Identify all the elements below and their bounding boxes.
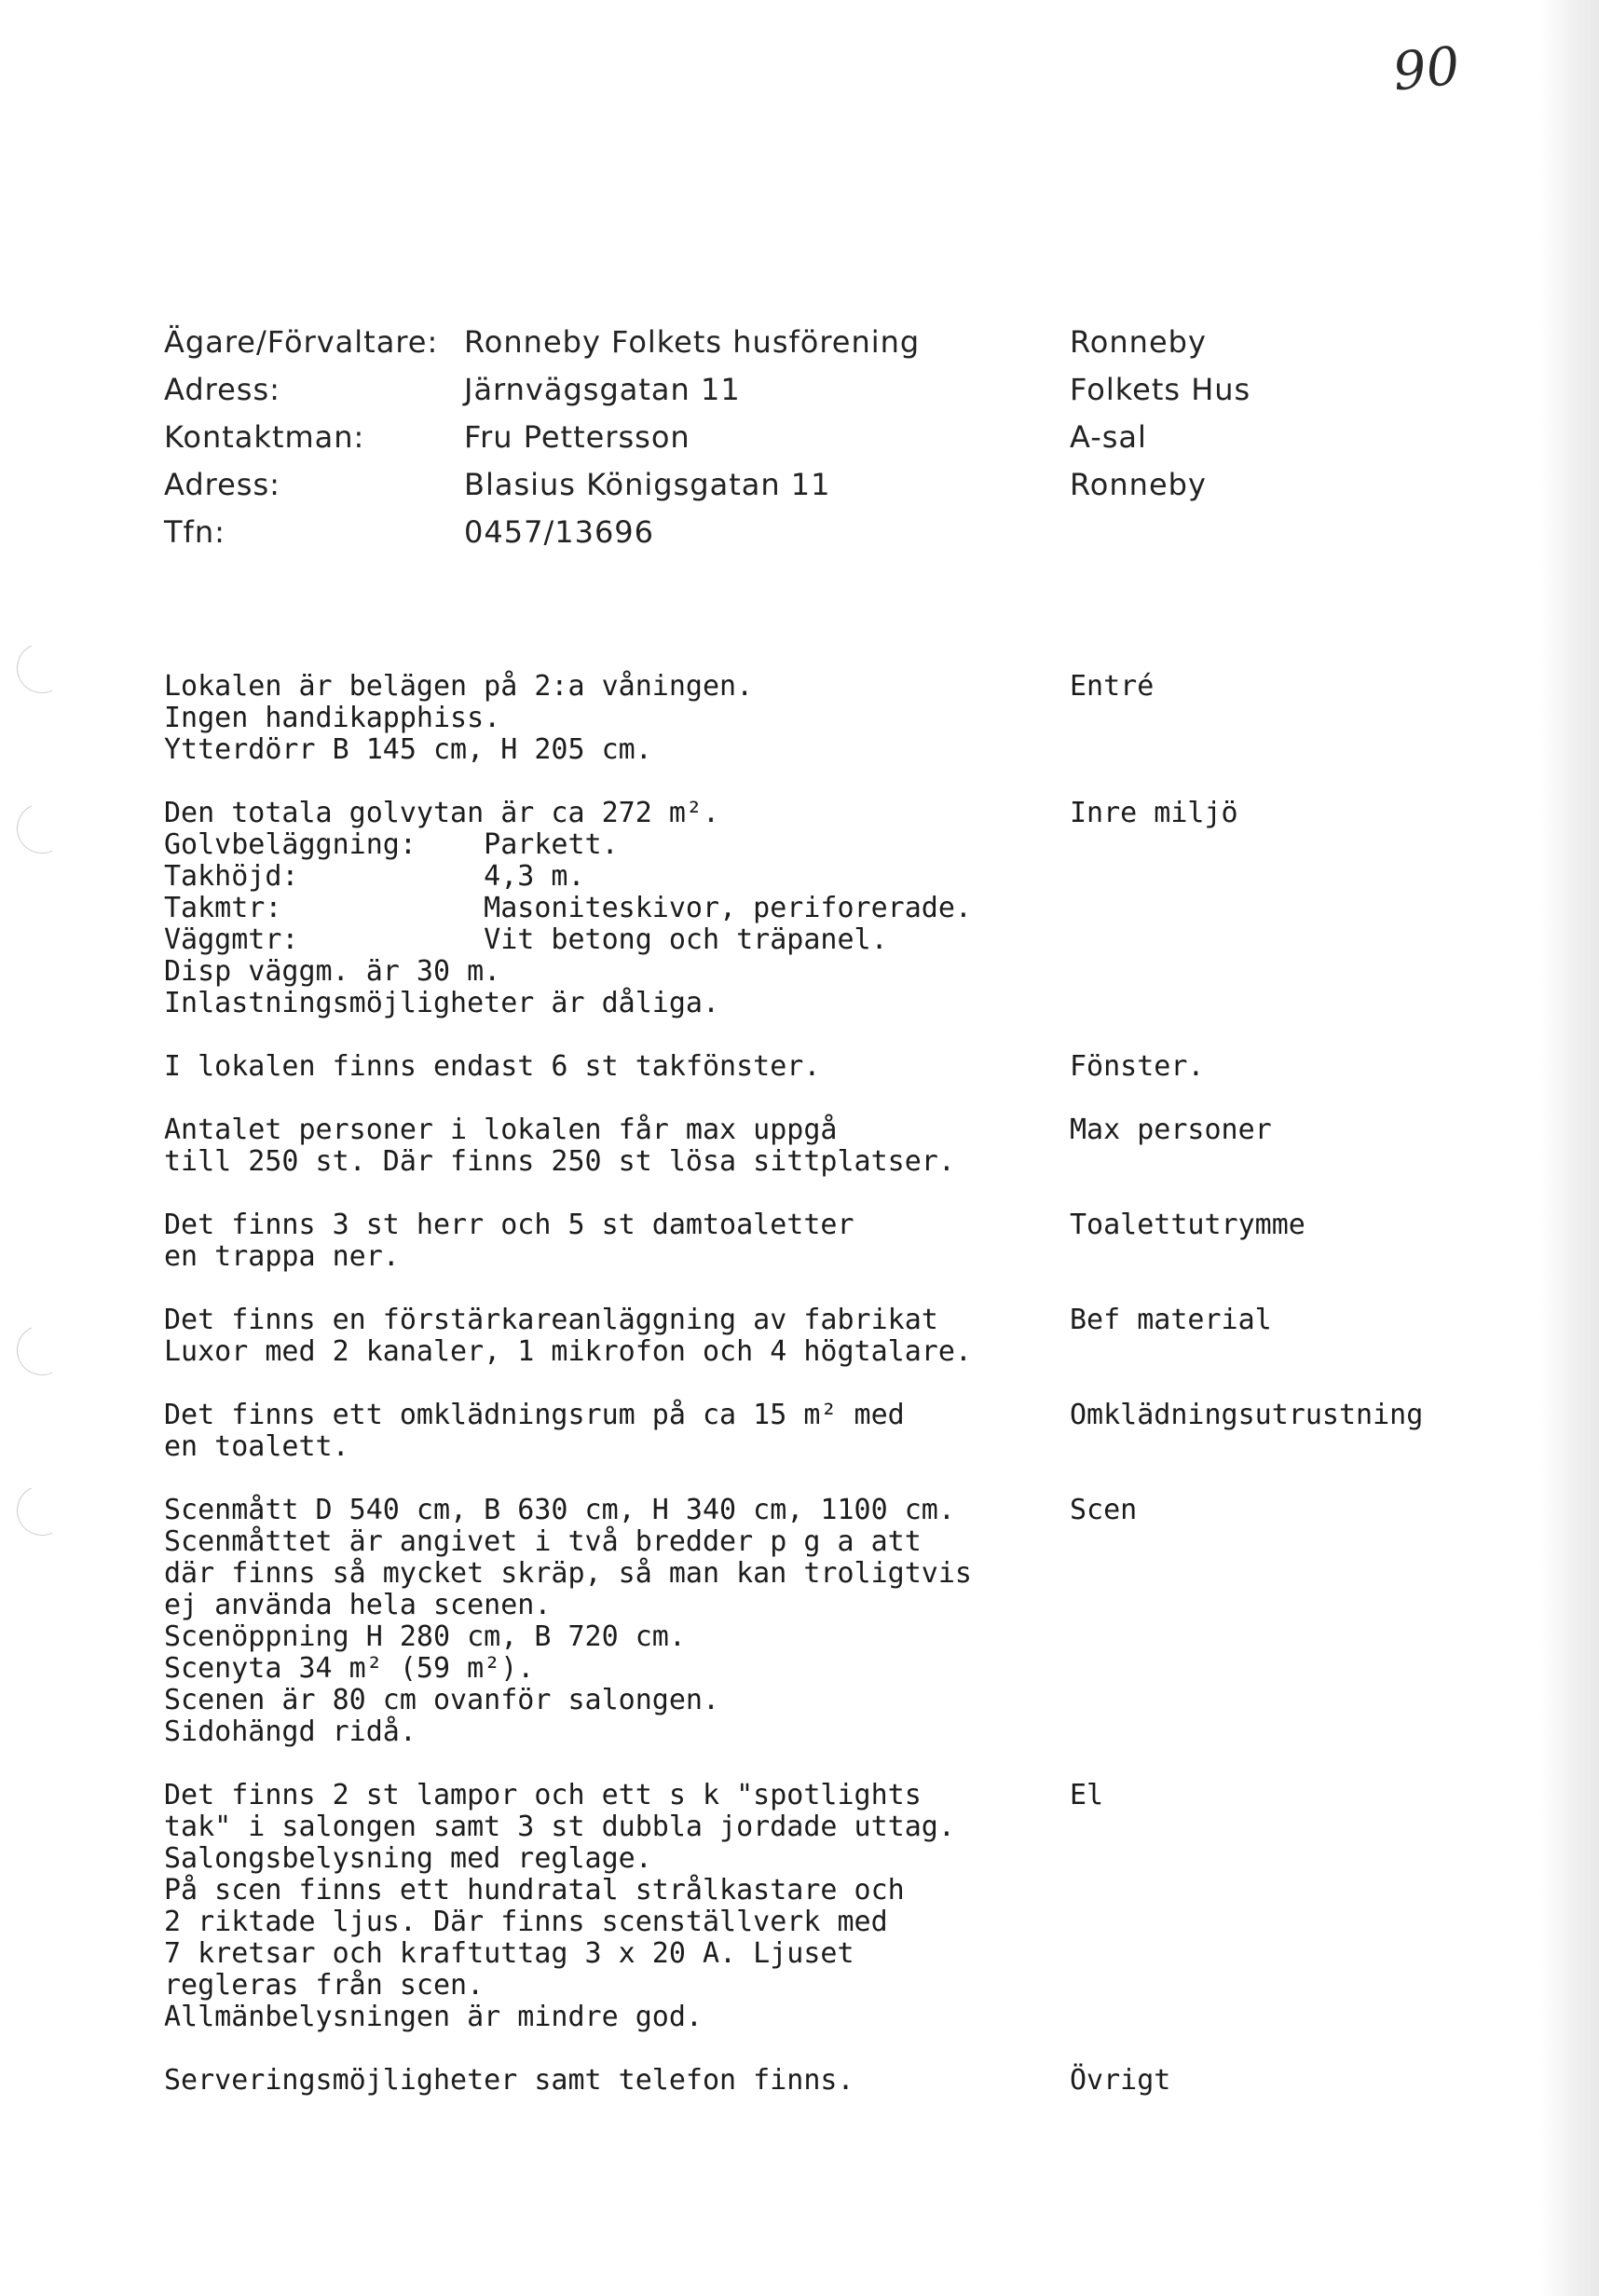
section-text-toalettutrymme: Det finns 3 st herr och 5 st damtoaletter en trappa ner. [164,1209,854,1273]
punch-hole-mark [9,1478,74,1542]
section-heading-max-personer: Max personer [1070,1114,1272,1146]
section-text-entre: Lokalen är belägen på 2:a våningen. Ingen handikapphiss. Ytterdörr B 145 cm, H 205 cm. [164,670,754,766]
header-right: Ronneby [1070,467,1207,502]
section-heading-inre-miljo: Inre miljö [1070,797,1238,829]
section-text-inre-miljo: Den totala golvytan är ca 272 m². Golvbeläggning: Parkett. Takhöjd: 4,3 m. Takmtr: Masoniteskivor, periforerade. Väggmtr: Vit betong och träpanel. Disp väggm. är 30 m. Inlastningsmöjligheter är dåliga. [164,797,972,1019]
section-text-scen: Scenmått D 540 cm, B 630 cm, H 340 cm, 1100 cm. Scenmåttet är angivet i två bredder p g a att där finns så mycket skräp, så man kan troligtvis ej använda hela scenen. Scenöppning H 280 cm, B 720 cm. Scenyta 34 m² (59 m²). Scenen är 80 cm ovanför salongen. Sidohängd ridå. [164,1494,972,1748]
header-right: Folkets Hus [1070,372,1251,407]
section-heading-scen: Scen [1070,1494,1138,1526]
header-right: Ronneby [1070,324,1207,360]
header-label: Ägare/Förvaltare: [164,324,439,360]
section-heading-fonster: Fönster. [1070,1050,1205,1083]
punch-hole-mark [9,796,74,860]
header-value: Fru Pettersson [464,419,690,455]
header-label: Adress: [164,467,280,502]
section-heading-toalettutrymme: Toalettutrymme [1070,1209,1305,1241]
header-right: A-sal [1070,419,1147,455]
section-text-omkladning: Det finns ett omklädningsrum på ca 15 m² med en toalett. [164,1399,905,1463]
header-label: Tfn: [164,514,226,550]
header-value: Blasius Königsgatan 11 [464,467,831,502]
section-heading-ovrigt: Övrigt [1070,2064,1171,2097]
header-label: Kontaktman: [164,419,365,455]
section-text-max-personer: Antalet personer i lokalen får max uppgå till 250 st. Där finns 250 st lösa sittplatser. [164,1114,955,1178]
header-label: Adress: [164,372,280,407]
page-edge-shadow [1539,0,1599,2296]
header-value: Järnvägsgatan 11 [464,372,741,407]
section-text-el: Det finns 2 st lampor och ett s k "spotlights tak" i salongen samt 3 st dubbla jordade uttag. Salongsbelysning med reglage. På scen finns ett hundratal strålkastare och 2 riktade ljus. Där finns scenställverk med 7 kretsar och kraftuttag 3 x 20 A. Ljuset regleras från scen. Allmänbelysningen är mindre god. [164,1779,955,2033]
punch-hole-mark [9,636,74,700]
header-value: 0457/13696 [464,514,655,550]
section-heading-el: El [1070,1779,1104,1811]
section-text-bef-material: Det finns en förstärkareanläggning av fabrikat Luxor med 2 kanaler, 1 mikrofon och 4 högtalare. [164,1304,972,1368]
punch-hole-mark [9,1318,74,1382]
header-value: Ronneby Folkets husförening [464,324,921,360]
section-heading-omkladning: Omklädningsutrustning [1070,1399,1424,1431]
section-text-fonster: I lokalen finns endast 6 st takfönster. [164,1050,821,1083]
section-text-ovrigt: Serveringsmöjligheter samt telefon finns. [164,2064,854,2097]
page-number: 90 [1389,35,1463,103]
section-heading-entre: Entré [1070,670,1155,703]
section-heading-bef-material: Bef material [1070,1304,1272,1336]
